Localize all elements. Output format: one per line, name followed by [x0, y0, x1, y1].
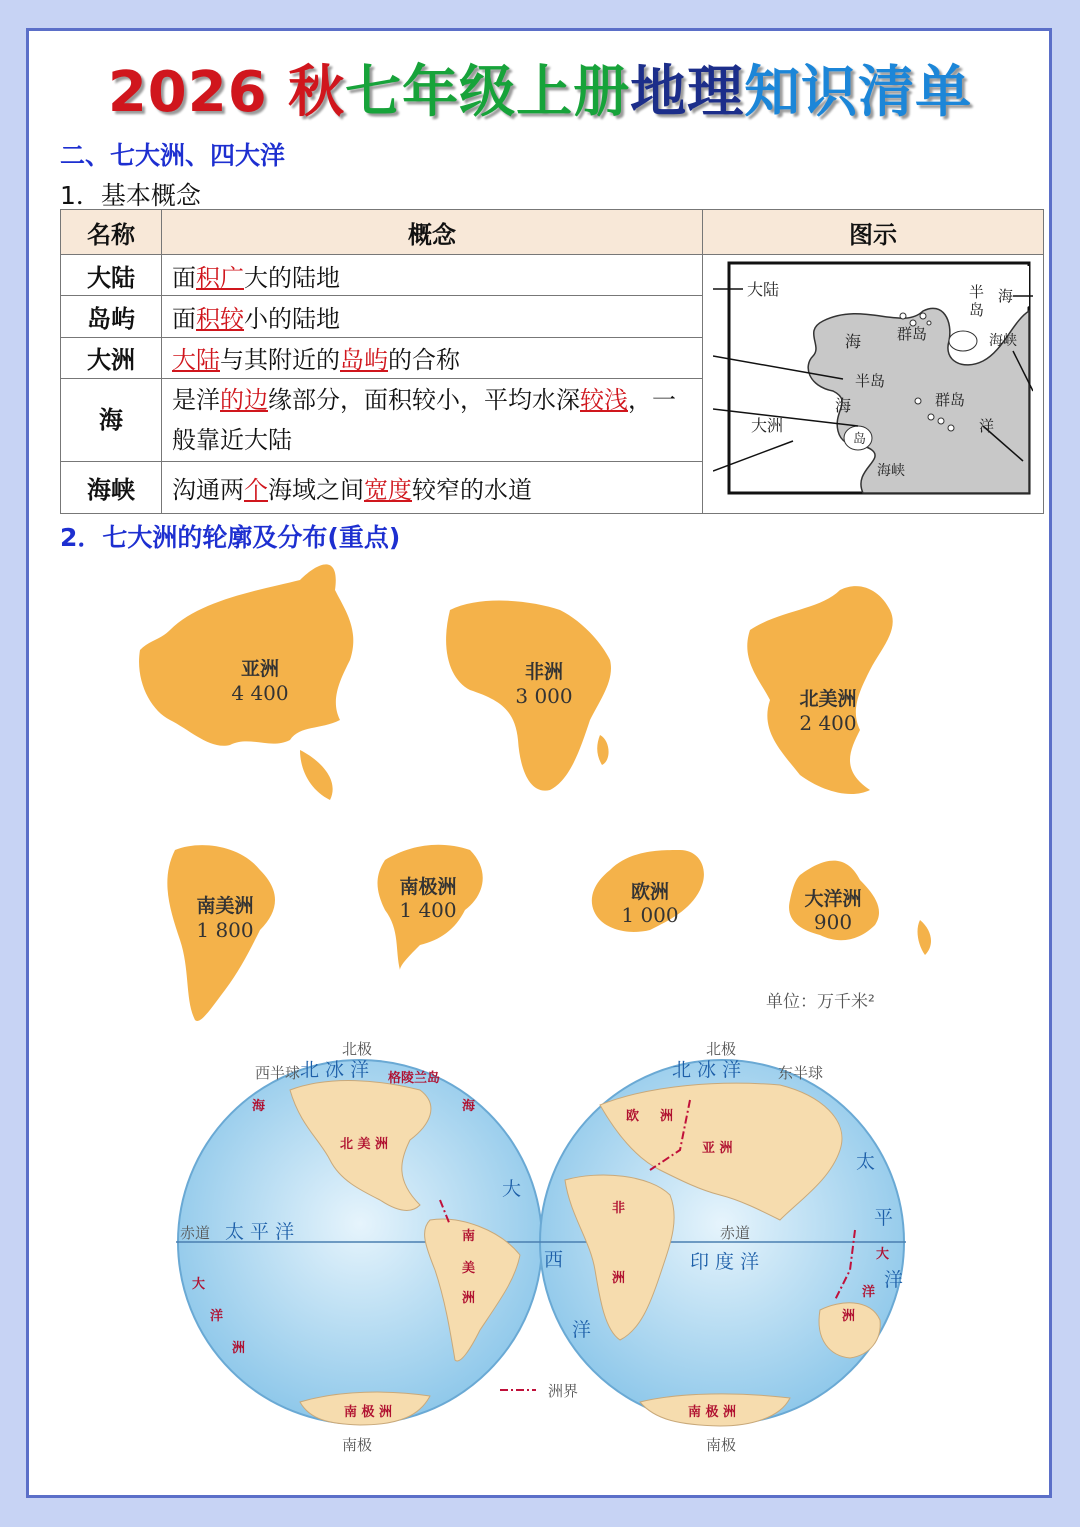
west-pacific-ocean: 太 平 洋	[225, 1221, 295, 1243]
svg-text:海: 海	[845, 332, 862, 351]
east-north-pole: 北极	[706, 1040, 737, 1058]
concept-table	[60, 209, 1044, 514]
east-indian-ocean: 印 度 洋	[690, 1251, 760, 1273]
header-concept: 概念	[162, 210, 703, 255]
europe-name: 欧洲	[630, 881, 670, 903]
east-africa-char-1: 非	[612, 1201, 626, 1216]
west-oceania-char-3: 洲	[232, 1341, 246, 1356]
title-year: 2026	[107, 60, 289, 125]
east-oceania-char-2: 洋	[862, 1285, 876, 1300]
east-equator-label: 赤道	[720, 1224, 751, 1242]
south-america-area: 1 800	[196, 918, 254, 942]
north-america-area: 2 400	[799, 711, 857, 735]
row-name: 大洲	[61, 337, 162, 378]
east-asia: 亚 洲	[702, 1141, 733, 1156]
row-concept: 是洋的边缘部分，面积较小，平均水深较浅，一般靠近大陆	[162, 378, 703, 462]
svg-text:海峡: 海峡	[877, 463, 905, 479]
west-oceania-char-2: 洋	[210, 1309, 224, 1324]
asia-area: 4 400	[231, 681, 289, 705]
west-atlantic-char: 大	[502, 1178, 522, 1200]
svg-text:半岛: 半岛	[855, 372, 886, 390]
europe-char-2: 洲	[660, 1109, 674, 1124]
row-name: 海峡	[61, 462, 162, 514]
west-oceania-char-1: 大	[192, 1277, 206, 1292]
area-unit: 单位：万千米²	[766, 992, 875, 1012]
west-south-pole: 南极	[342, 1436, 373, 1454]
antarctica-name: 南极洲	[399, 876, 457, 898]
east-africa-char-2: 洲	[612, 1271, 626, 1286]
svg-text:洋: 洋	[979, 417, 995, 435]
oceania-area: 900	[813, 910, 853, 934]
row-concept: 面积较小的陆地	[162, 296, 703, 337]
west-antarctica: 南 极 洲	[344, 1405, 393, 1420]
svg-text:岛: 岛	[969, 301, 985, 319]
west-sa-char-3: 洲	[462, 1291, 476, 1306]
svg-text:岛: 岛	[853, 432, 867, 447]
east-atlantic-char-2: 洋	[572, 1319, 592, 1341]
east-south-pole: 南极	[706, 1436, 737, 1454]
east-atlantic-char-1: 西	[544, 1249, 564, 1271]
svg-text:海峡: 海峡	[989, 333, 1017, 349]
east-arctic-ocean: 北 冰 洋	[672, 1059, 742, 1081]
west-north-pole: 北极	[342, 1040, 373, 1058]
header-name: 名称	[61, 210, 162, 255]
row-concept: 面积广大的陆地	[162, 255, 703, 296]
subsection-heading-1: 1．基本概念	[60, 181, 201, 210]
west-sea-2: 海	[462, 1099, 476, 1114]
row-concept: 沟通两个海域之间宽度较窄的水道	[162, 462, 703, 514]
east-oceania-char-3: 洲	[842, 1309, 856, 1324]
row-name: 海	[61, 378, 162, 462]
europe-char-1: 欧	[626, 1109, 640, 1124]
row-name: 岛屿	[61, 296, 162, 337]
antarctica-area: 1 400	[399, 898, 457, 922]
east-pacific-char-1: 太	[856, 1151, 876, 1173]
title-autumn: 秋	[288, 60, 346, 125]
continent-outlines	[0, 550, 1080, 1030]
title-grade: 七年级上册	[345, 60, 631, 125]
west-sea-1: 海	[252, 1099, 266, 1114]
south-america-name: 南美洲	[196, 895, 254, 917]
svg-text:大洲: 大洲	[751, 416, 784, 435]
hemisphere-maps	[0, 1030, 1080, 1460]
africa-name: 非洲	[524, 661, 564, 683]
svg-text:群岛: 群岛	[935, 391, 966, 409]
east-antarctica: 南 极 洲	[688, 1405, 737, 1420]
title-list: 知识清单	[744, 60, 973, 125]
west-north-america: 北 美 洲	[340, 1137, 389, 1152]
east-pacific-char-2: 平	[874, 1207, 894, 1229]
asia-name: 亚洲	[240, 658, 280, 680]
north-america-name: 北美洲	[799, 688, 857, 710]
row-name: 大陆	[61, 255, 162, 296]
svg-text:半: 半	[969, 283, 985, 301]
svg-text:海: 海	[835, 396, 852, 415]
concept-diagram	[713, 261, 1033, 501]
header-figure: 图示	[703, 210, 1044, 255]
east-oceania-char-1: 大	[876, 1247, 890, 1262]
row-concept: 大陆与其附近的岛屿的合称	[162, 337, 703, 378]
africa-area: 3 000	[515, 684, 573, 708]
west-sa-char-1: 南	[462, 1229, 476, 1244]
concept-diagram-cell	[703, 255, 1044, 514]
svg-text:海: 海	[998, 287, 1014, 305]
section-heading: 二、七大洲、四大洋	[60, 141, 286, 170]
svg-text:大陆: 大陆	[747, 280, 780, 299]
west-hemisphere-label: 西半球	[255, 1064, 301, 1082]
east-pacific-char-3: 洋	[884, 1269, 904, 1291]
subsection-heading-2: 2．七大洲的轮廓及分布(重点)	[60, 523, 401, 552]
europe-area: 1 000	[621, 903, 679, 927]
svg-text:群岛: 群岛	[897, 325, 928, 343]
west-sa-char-2: 美	[462, 1261, 476, 1276]
east-hemisphere-label: 东半球	[778, 1064, 824, 1082]
title-subject: 地理	[630, 60, 745, 125]
greenland-label: 格陵兰岛	[388, 1071, 441, 1086]
page-title	[0, 48, 1080, 128]
boundary-legend: 洲界	[548, 1382, 579, 1400]
oceania-name: 大洋洲	[804, 888, 862, 910]
west-arctic-ocean: 北 冰 洋	[300, 1059, 370, 1081]
west-equator-label: 赤道	[180, 1224, 211, 1242]
